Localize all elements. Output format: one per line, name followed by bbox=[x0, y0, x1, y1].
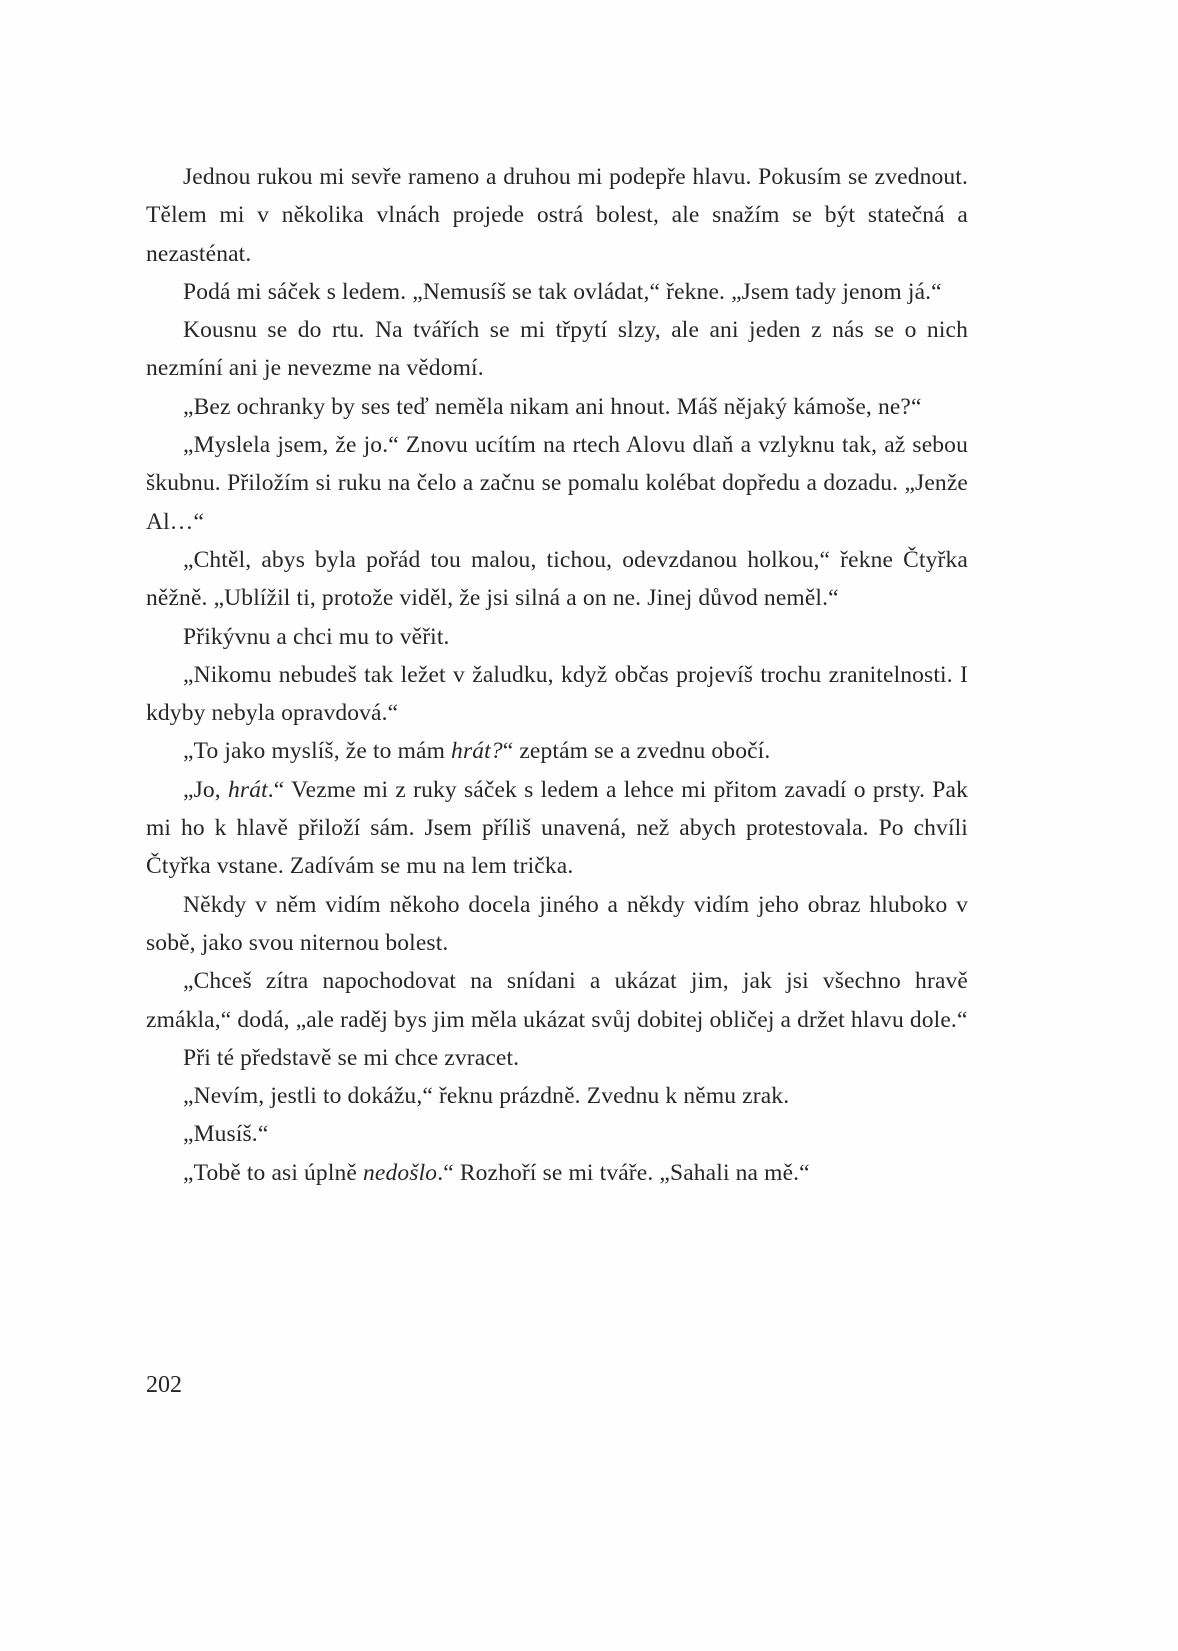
italic-text: nedošlo bbox=[363, 1159, 438, 1186]
paragraph bbox=[146, 771, 968, 886]
paragraph bbox=[146, 1077, 968, 1115]
page-text bbox=[146, 158, 968, 1192]
text-segment: Jednou rukou mi sevře rameno a druhou mi podepře hlavu. Pokusím se zvednout. Tělem mi v několika vlnách projede ostrá bolest, ale snažím se být statečná a nezasténat. bbox=[146, 164, 968, 267]
text-segment: „Nikomu nebudeš tak ležet v žaludku, když občas projevíš trochu zranitelnosti. I kdyby nebyla opravdová.“ bbox=[146, 661, 968, 727]
paragraph bbox=[146, 656, 968, 733]
text-segment: „Jo, bbox=[183, 776, 228, 803]
paragraph bbox=[146, 618, 968, 656]
text-segment: .“ Vezme mi z ruky sáček s ledem a lehce mi přitom zavadí o prsty. Pak mi ho k hlavě přiloží sám. Jsem příliš unavená, než abych protestovala. Po chvíli Čtyřka vstane. Zadívám se mu na lem trička. bbox=[146, 776, 968, 880]
page-number: 202 bbox=[146, 1372, 182, 1398]
text-segment: Při té představě se mi chce zvracet. bbox=[183, 1044, 520, 1071]
paragraph bbox=[146, 886, 968, 963]
text-segment: .“ Rozhoří se mi tváře. „Sahali na mě.“ bbox=[437, 1159, 810, 1186]
paragraph bbox=[146, 541, 968, 618]
text-segment: Podá mi sáček s ledem. „Nemusíš se tak ovládat,“ řekne. „Jsem tady jenom já.“ bbox=[183, 278, 942, 305]
paragraph bbox=[146, 962, 968, 1039]
italic-text: hrát bbox=[228, 776, 268, 803]
text-segment: “ zeptám se a zvednu obočí. bbox=[502, 738, 771, 765]
text-segment: Někdy v něm vidím někoho docela jiného a někdy vidím jeho obraz hluboko v sobě, jako svou niternou bolest. bbox=[146, 891, 968, 956]
text-segment: Přikývnu a chci mu to věřit. bbox=[183, 623, 450, 650]
text-segment: Kousnu se do rtu. Na tvářích se mi třpytí slzy, ale ani jeden z nás se o nich nezmíní ani je nevezme na vědomí. bbox=[146, 317, 968, 382]
text-segment: „Chceš zítra napochodovat na snídani a ukázat jim, jak jsi všechno hravě zmákla,“ dodá, „ale raděj bys jim měla ukázat svůj dobitej obličej a držet hlavu dole.“ bbox=[146, 968, 968, 1033]
italic-text: hrát? bbox=[451, 738, 503, 765]
paragraph bbox=[146, 273, 968, 311]
paragraph bbox=[146, 158, 968, 273]
paragraph bbox=[146, 426, 968, 541]
paragraph bbox=[146, 1154, 968, 1192]
text-segment: „To jako myslíš, že to mám bbox=[183, 738, 452, 765]
paragraph bbox=[146, 732, 968, 770]
text-segment: „Bez ochranky by ses teď neměla nikam ani hnout. Máš nějaký kámoše, ne?“ bbox=[183, 393, 922, 420]
text-segment: „Tobě to asi úplně bbox=[183, 1159, 364, 1186]
paragraph bbox=[146, 388, 968, 426]
text-segment: „Myslela jsem, že jo.“ Znovu ucítím na rtech Alovu dlaň a vzlyknu tak, až sebou škubnu. Přiložím si ruku na čelo a začnu se pomalu kolébat dopředu a dozadu. „Jenže Al…“ bbox=[146, 432, 968, 535]
text-segment: „Musíš.“ bbox=[183, 1121, 269, 1148]
paragraph bbox=[146, 1039, 968, 1077]
paragraph bbox=[146, 1115, 968, 1153]
text-segment: „Chtěl, abys byla pořád tou malou, tichou, odevzdanou holkou,“ řekne Čtyřka něžně. „Ublížil ti, protože viděl, že jsi silná a on ne. Jinej důvod neměl.“ bbox=[146, 546, 968, 612]
paragraph bbox=[146, 311, 968, 388]
text-segment: „Nevím, jestli to dokážu,“ řeknu prázdně. Zvednu k němu zrak. bbox=[183, 1083, 790, 1110]
